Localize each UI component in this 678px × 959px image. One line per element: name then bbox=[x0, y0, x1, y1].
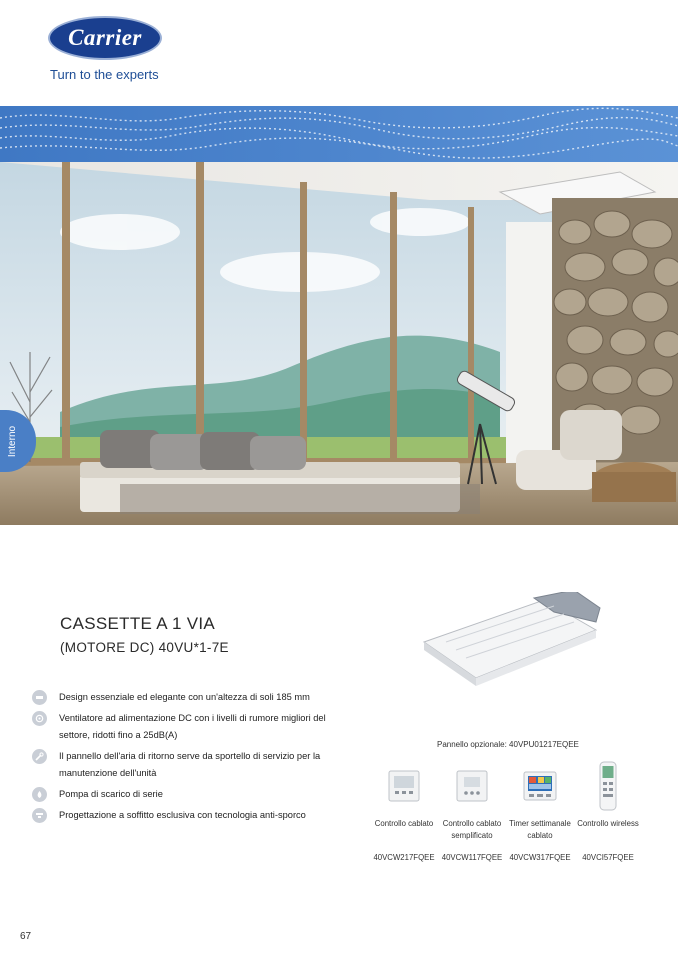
wave-pattern bbox=[0, 106, 678, 162]
feature-item bbox=[32, 710, 352, 744]
wave-banner bbox=[0, 106, 678, 162]
logo-oval bbox=[48, 16, 162, 60]
logo-text: Carrier bbox=[68, 25, 142, 50]
feature-text: Design essenziale ed elegante con un'altezza di soli 185 mm bbox=[59, 692, 310, 702]
simplified-controller-icon bbox=[438, 762, 506, 810]
feature-list bbox=[32, 689, 352, 828]
control-item-simplified bbox=[438, 762, 506, 864]
feature-text: Il pannello dell'aria di ritorno serve da sportello di servizio per la manutenzione dell'unità bbox=[59, 751, 321, 778]
wireless-remote-icon bbox=[574, 762, 642, 810]
control-label: Controllo cablato bbox=[374, 819, 434, 828]
page-number: 67 bbox=[20, 931, 32, 942]
feature-text: Ventilatore ad alimentazione DC con i livelli di rumore migliori del settore, ridotti fino a 25dB(A) bbox=[59, 713, 326, 740]
ruler-icon bbox=[32, 690, 47, 705]
control-code: 40VCW117FQEE bbox=[441, 853, 503, 862]
fan-icon bbox=[32, 711, 47, 726]
product-title: CASSETTE A 1 VIA bbox=[60, 614, 216, 633]
tagline: Turn to the experts bbox=[50, 67, 159, 82]
product-subtitle: (MOTORE DC) 40VU*1-7E bbox=[60, 640, 229, 655]
control-code: 40VCW217FQEE bbox=[373, 853, 435, 862]
feature-item bbox=[32, 807, 352, 824]
feature-text: Progettazione a soffitto esclusiva con tecnologia anti-sporco bbox=[59, 810, 306, 820]
carrier-logo bbox=[48, 16, 164, 64]
section-tab-label: Interno bbox=[7, 425, 19, 457]
cassette-unit-image bbox=[414, 592, 604, 694]
control-label: Controllo cablato semplificato bbox=[442, 819, 502, 840]
ceiling-icon bbox=[32, 808, 47, 823]
feature-item bbox=[32, 748, 352, 782]
pump-icon bbox=[32, 787, 47, 802]
control-code: 40VCI57FQEE bbox=[582, 853, 634, 862]
wired-controller-icon bbox=[370, 762, 438, 810]
control-item-timer bbox=[506, 762, 574, 864]
feature-item bbox=[32, 786, 352, 803]
control-label: Timer settimanale cablato bbox=[509, 819, 571, 840]
weekly-timer-icon bbox=[506, 762, 574, 810]
feature-text: Pompa di scarico di serie bbox=[59, 789, 163, 799]
control-code: 40VCW317FQEE bbox=[509, 853, 571, 862]
room-illustration bbox=[0, 162, 678, 525]
control-label: Controllo wireless bbox=[577, 819, 639, 828]
room-photo bbox=[0, 162, 678, 525]
control-item-wireless bbox=[574, 762, 642, 864]
wrench-icon bbox=[32, 749, 47, 764]
feature-item bbox=[32, 689, 352, 706]
control-item-wired bbox=[370, 762, 438, 864]
optional-panel-caption: Pannello opzionale: 40VPU01217EQEE bbox=[437, 740, 579, 749]
